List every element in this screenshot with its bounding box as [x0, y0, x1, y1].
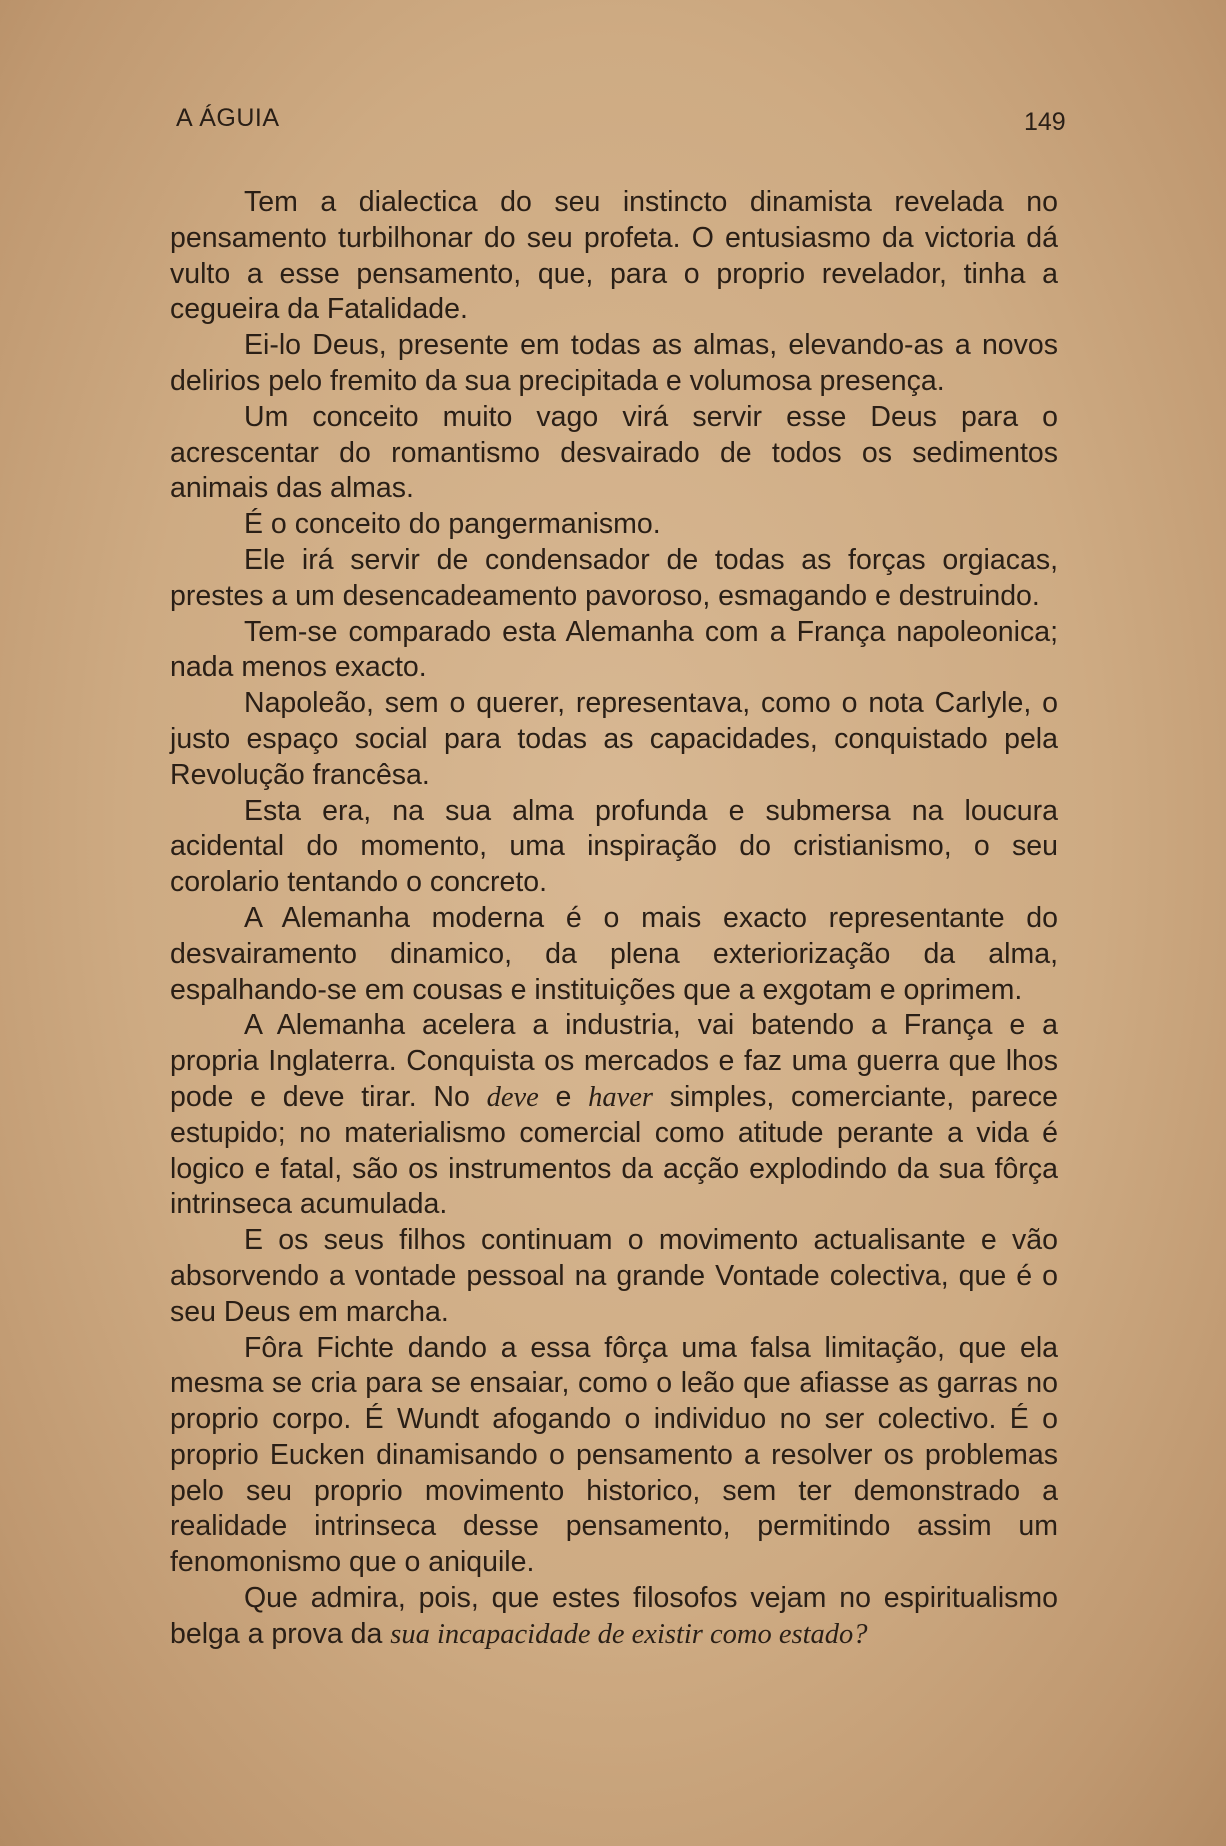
running-title: A ÁGUIA — [176, 104, 280, 132]
paragraph-text: Que admira, pois, que estes filosofos vejam no espiritualismo belga a prova da — [170, 1582, 1058, 1650]
italic-phrase: sua incapacidade de existir como estado? — [390, 1618, 868, 1650]
paragraph: Esta era, na sua alma profunda e submersa na loucura acidental do momento, uma inspiração do cristianismo, o seu corolario tentando o concreto. — [170, 794, 1058, 899]
paragraph: Fôra Fichte dando a essa fôrça uma falsa limitação, que ela mesma se cria para se ensaiar, como o leão que afiasse as garras no proprio corpo. É Wundt afogando o individuo no ser colectivo. É o proprio Eucken dinamisando o pensamento a resolver os problemas pelo seu proprio movimento historico, sem ter demonstrado a realidade intrinseca desse pensamento, permitindo assim um fenomonismo que o aniquile. — [170, 1331, 1058, 1579]
paragraph: Tem a dialectica do seu instincto dinamista revelada no pensamento turbilhonar do seu profeta. O entusiasmo da victoria dá vulto a esse pensamento, que, para o proprio revelador, tinha a cegueira da Fatalidade. — [170, 186, 1058, 326]
paragraph: A Alemanha moderna é o mais exacto representante do desvairamento dinamico, da plena exteriorização da alma, espalhando-se em cousas e instituições que a exgotam e oprimem. — [170, 901, 1058, 1006]
paragraph-text: e — [538, 1080, 589, 1113]
paragraph: Um conceito muito vago virá servir esse Deus para o acrescentar do romantismo desvairado de todos os sedimentos animais das almas. — [170, 400, 1058, 505]
page-number: 149 — [1024, 108, 1066, 136]
paragraph-text: A Alemanha acelera a industria, vai batendo a França e a propria Inglaterra. Conquista os mercados e faz uma guerra que lhos pode e deve tirar. No — [170, 1009, 1058, 1113]
body-text — [170, 185, 1058, 1653]
paragraph-text: simples, comerciante, parece estupido; no materialismo comercial como atitude perante a vida é logico e fatal, são os instrumentos da acção explodindo da sua fôrça intrinseca acumulada. — [170, 1080, 1058, 1221]
italic-term: haver — [588, 1081, 653, 1113]
italic-term: deve — [486, 1081, 539, 1113]
paragraph: Tem-se comparado esta Alemanha com a França napoleonica; nada menos exacto. — [170, 615, 1058, 684]
paragraph: Ei-lo Deus, presente em todas as almas, elevando-as a novos delirios pelo fremito da sua precipitada e volumosa presença. — [170, 329, 1058, 397]
paragraph: É o conceito do pangermanismo. — [244, 508, 661, 541]
paragraph — [170, 1581, 1058, 1653]
paragraph — [170, 1008, 1058, 1223]
paragraph: Napoleão, sem o querer, representava, como o nota Carlyle, o justo espaço social para todas as capacidades, conquistado pela Revolução francêsa. — [170, 687, 1058, 791]
paragraph: Ele irá servir de condensador de todas as forças orgiacas, prestes a um desencadeamento pavoroso, esmagando e destruindo. — [170, 543, 1058, 612]
paragraph: E os seus filhos continuam o movimento actualisante e vão absorvendo a vontade pessoal na grande Vontade colectiva, que é o seu Deus em marcha. — [170, 1224, 1058, 1328]
